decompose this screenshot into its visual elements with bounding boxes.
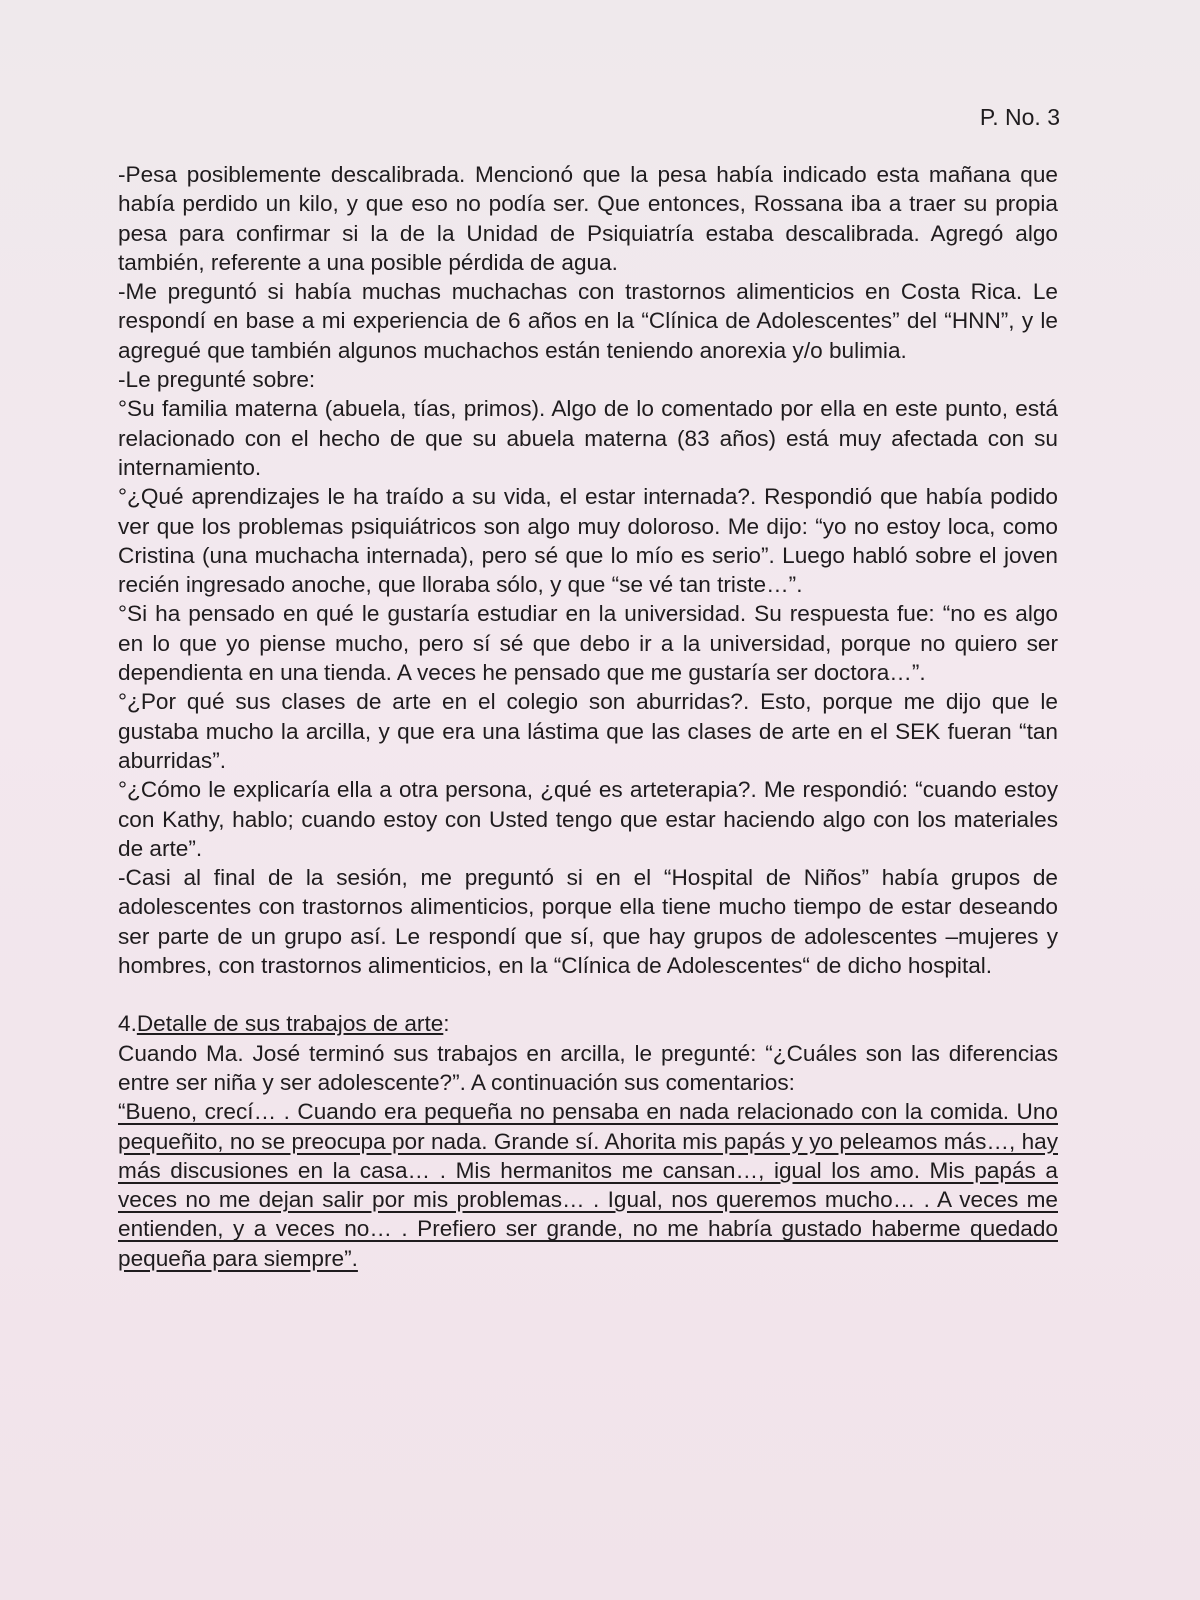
section-title: Detalle de sus trabajos de arte	[136, 1011, 444, 1037]
paragraph-eating-disorders-question: -Me preguntó si había muchas muchachas con trastornos alimenticios en Costa Rica. Le respondí en base a mi experiencia de 6 años en la “Clínica de Adolescentes” del “HNN”, y le agregué que también algunos muchachos están teniendo anorexia y/o bulimia.	[118, 279, 1058, 363]
paragraph-scale: -Pesa posiblemente descalibrada. Mencionó que la pesa había indicado esta mañana que había perdido un kilo, y que eso no podía ser. Que entonces, Rossana iba a traer su propia pesa para confirmar si la de la Unidad de Psiquiatría estaba descalibrada. Agregó algo también, referente a una posible pérdida de agua.	[118, 162, 1058, 275]
section-number: 4.	[118, 1011, 137, 1037]
spacer	[118, 980, 1058, 1009]
section-heading	[118, 1009, 1058, 1038]
page-number: P. No. 3	[979, 104, 1060, 130]
section-intro: Cuando Ma. José terminó sus trabajos en arcilla, le pregunté: “¿Cuáles son las diferencias entre ser niña y ser adolescente?”. A continuación sus comentarios:	[118, 1040, 1058, 1095]
paragraph-maternal-family: °Su familia materna (abuela, tías, primos). Algo de lo comentado por ella en este punto, está relacionado con el hecho de que su abuela materna (83 años) está muy afectada con su internamiento.	[118, 396, 1058, 480]
paragraph-art-classes: °¿Por qué sus clases de arte en el colegio son aburridas?. Esto, porque me dijo que le gustaba mucho la arcilla, y que era una lástima que las clases de arte en el SEK fueran “tan aburridas”.	[118, 689, 1058, 773]
patient-quote: “Bueno, crecí… . Cuando era pequeña no pensaba en nada relacionado con la comida. Uno pequeñito, no se preocupa por nada. Grande sí. Ahorita mis papás y yo peleamos más…, hay más discusiones en la casa… . Mis hermanitos me cansan…, igual los amo. Mis papás a veces no me dejan salir por mis problemas… . Igual, nos queremos mucho… . A veces me entienden, y a veces no… . Prefiero ser grande, no me habría gustado haberme quedado pequeña para siempre”.	[118, 1099, 1058, 1271]
document-body	[118, 160, 1058, 1273]
paragraph-adolescent-groups: -Casi al final de la sesión, me preguntó si en el “Hospital de Niños” había grupos de adolescentes con trastornos alimenticios, porque ella tiene mucho tiempo de estar deseando ser parte de un grupo así. Le respondí que sí, que hay grupos de adolescentes –mujeres y hombres, con trastornos alimenticios, en la “Clínica de Adolescentes“ de dicho hospital.	[118, 865, 1058, 979]
paragraph-asked-about: -Le pregunté sobre:	[118, 367, 316, 393]
section-colon: :	[443, 1011, 450, 1037]
paragraph-university: °Si ha pensado en qué le gustaría estudiar en la universidad. Su respuesta fue: “no es algo en lo que yo piense mucho, pero sí sé que debo ir a la universidad, porque no quiero ser dependienta en una tienda. A veces he pensado que me gustaría ser doctora…”.	[118, 601, 1058, 686]
paragraph-learnings: °¿Qué aprendizajes le ha traído a su vida, el estar internada?. Respondió que había podido ver que los problemas psiquiátricos son algo muy doloroso. Me dijo: “yo no estoy loca, como Cristina (una muchacha internada), pero sé que lo mío es serio”. Luego habló sobre el joven recién ingresado anoche, que lloraba sólo, y que “se vé tan triste…”.	[118, 484, 1058, 598]
paragraph-art-therapy: °¿Cómo le explicaría ella a otra persona, ¿qué es arteterapia?. Me respondió: “cuando estoy con Kathy, hablo; cuando estoy con Usted tengo que estar haciendo algo con los materiales de arte”.	[118, 777, 1058, 861]
